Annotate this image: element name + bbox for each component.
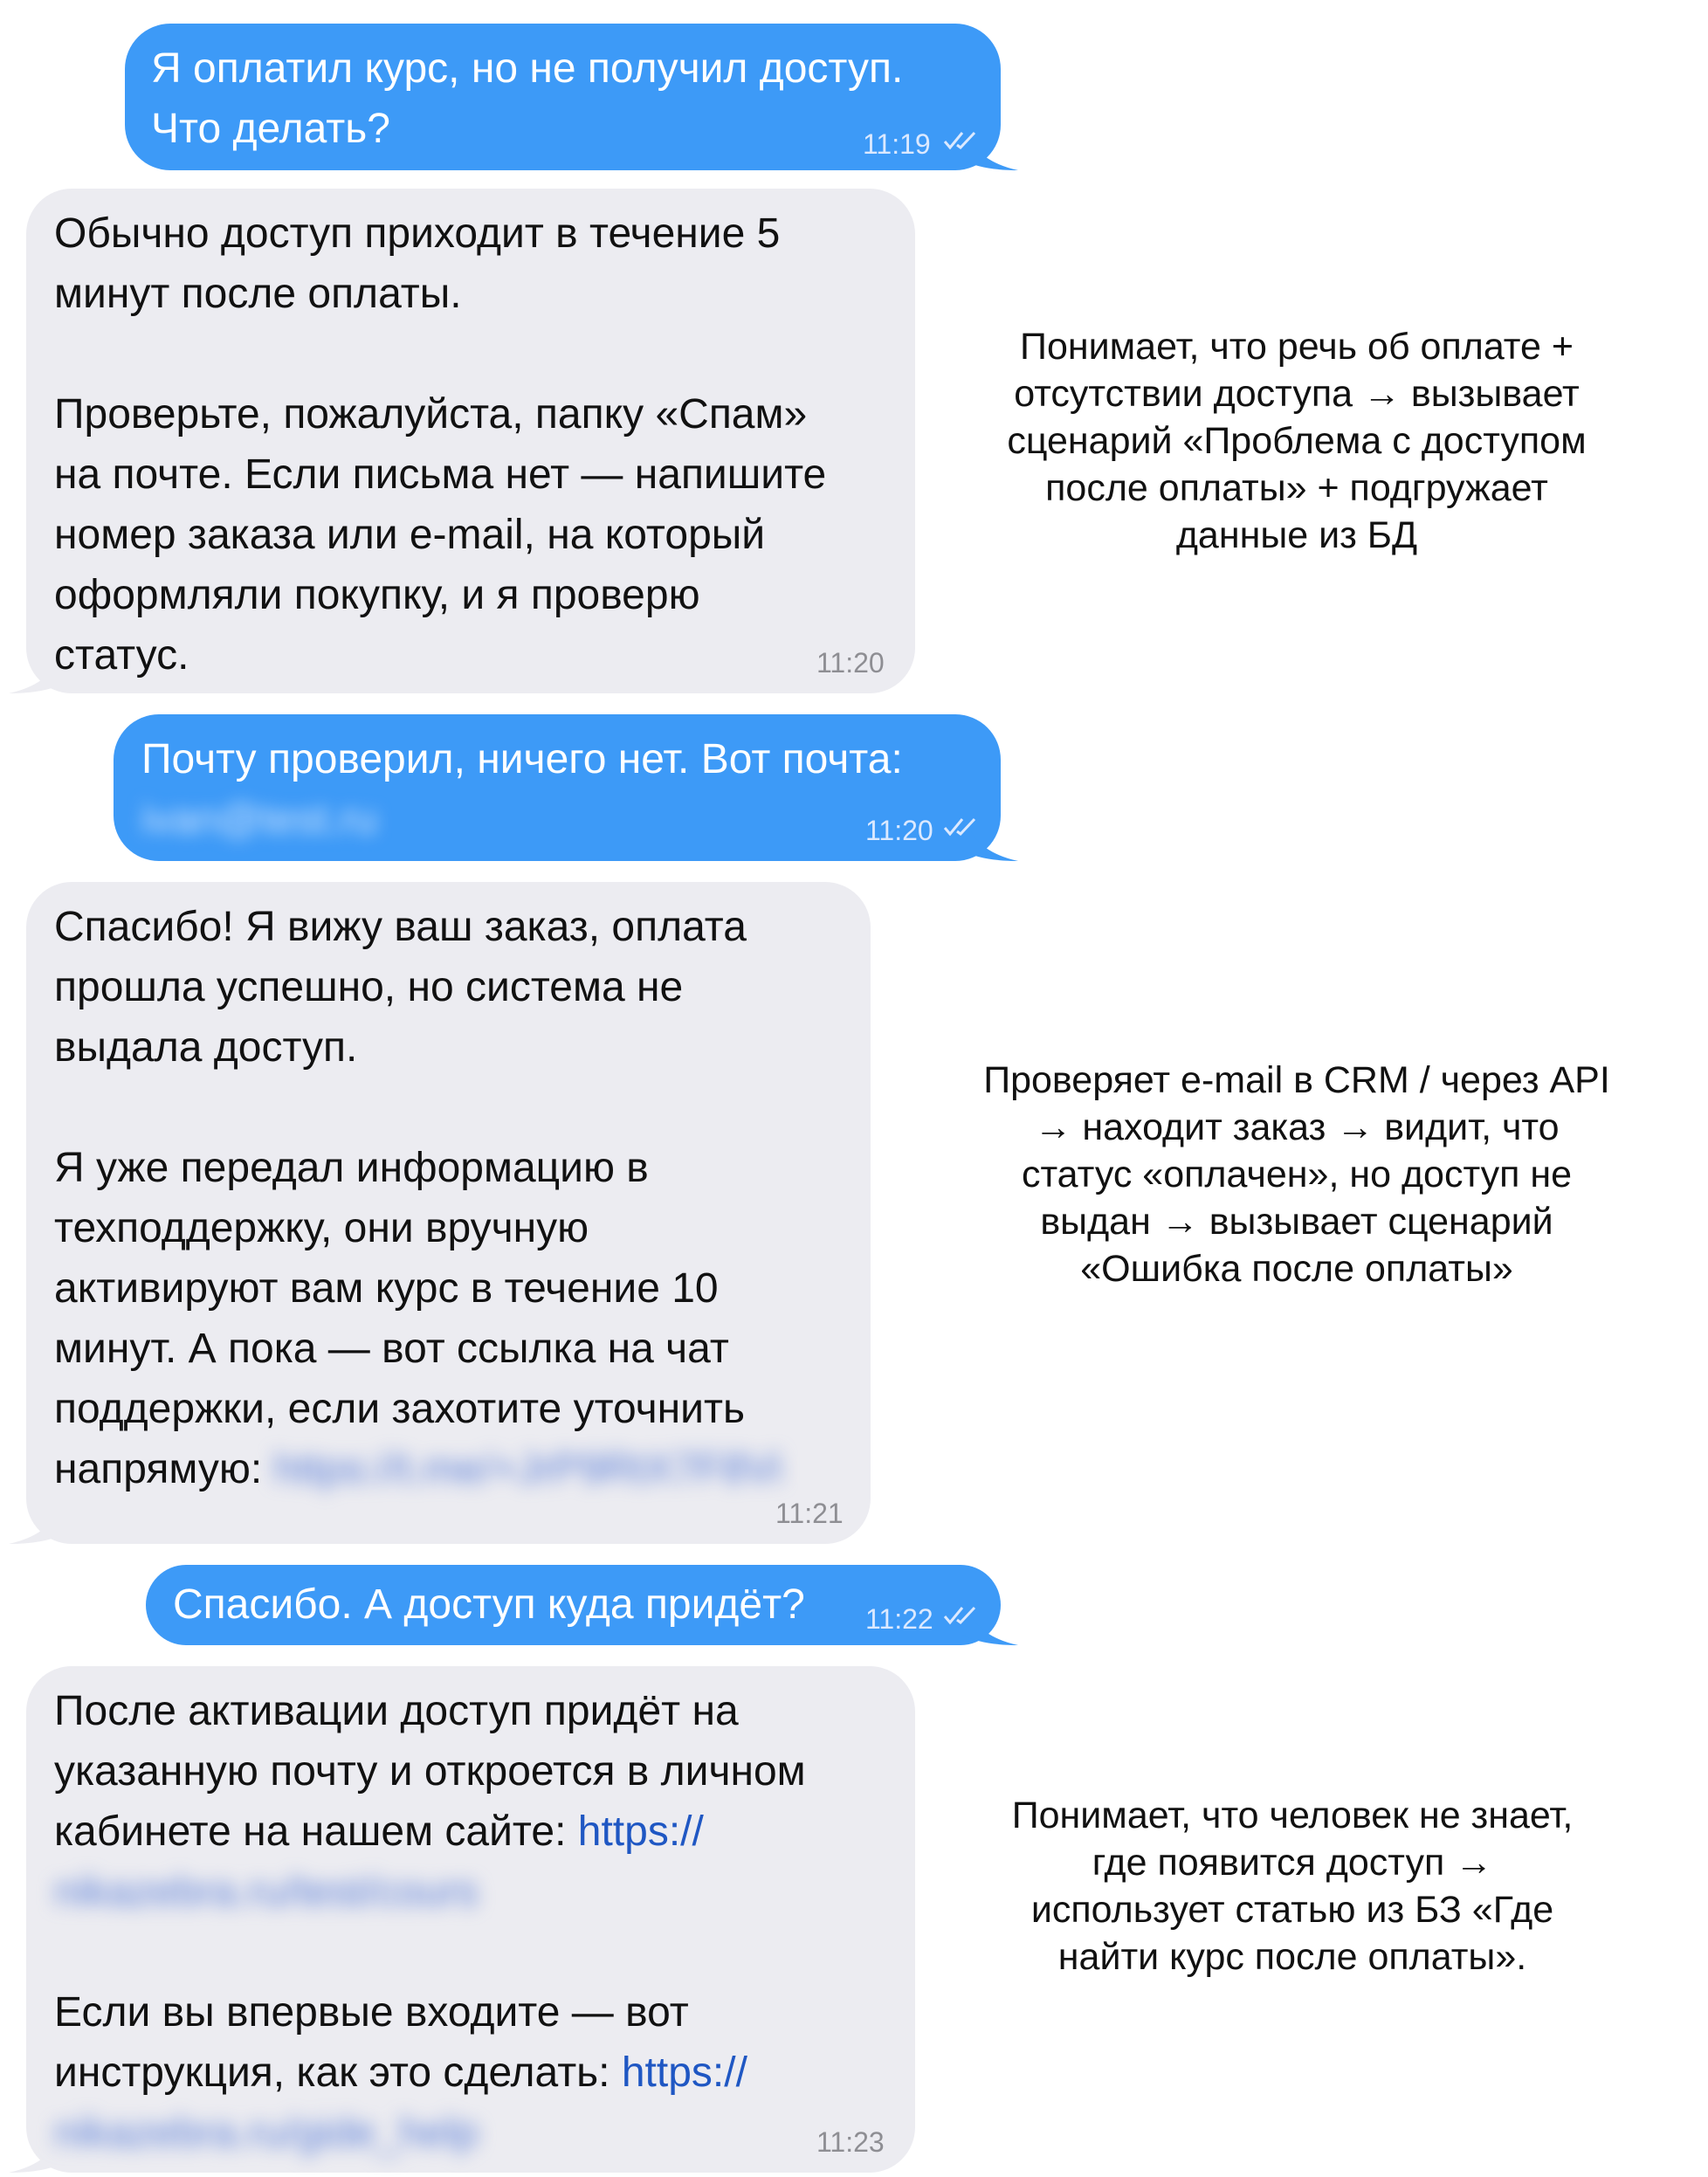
annotation-note-3: Понимает, что человек не знает, где появится доступ → использует статью из БЗ «Где найти курс после оплаты». — [1011, 1795, 1574, 1978]
double-check-icon — [943, 816, 983, 837]
message-text-fragment: инструкция, как это сделать: — [54, 2050, 610, 2096]
blurred-link[interactable]: nikazebra.ru/gide_help — [54, 2110, 479, 2156]
message-text-line: Почту проверил, ничего нет. Вот почта: — [141, 736, 903, 782]
message-outgoing-2[interactable] — [114, 714, 1001, 861]
blurred-link[interactable]: nikazebra.ru/test/cours — [54, 1869, 479, 1915]
message-text-line: Спасибо! Я вижу ваш заказ, оплата — [54, 904, 747, 950]
message-incoming-3[interactable] — [26, 1666, 915, 2173]
bubble-tail — [9, 1498, 65, 1544]
blurred-email: ivan@test.ru — [141, 796, 378, 843]
message-text-fragment: кабинете на нашем сайте: — [54, 1808, 567, 1855]
message-text-fragment: напрямую: — [54, 1446, 263, 1492]
annotation-note-1: Понимает, что речь об оплате + отсутствии доступа → вызывает сценарий «Проблема с доступом после оплаты» + подгружает данные из БД — [1007, 326, 1587, 556]
message-time: 11:20 — [865, 815, 933, 846]
message-time: 11:22 — [865, 1603, 933, 1635]
blurred-link[interactable]: https://t.me/+JrP9RtX7F8Vi — [273, 1446, 782, 1492]
message-text-line: Я оплатил курс, но не получил доступ. — [151, 45, 904, 92]
message-text-line: Если вы впервые входите — вот — [54, 1989, 689, 2036]
message-time: 11:23 — [816, 2126, 885, 2158]
message-text-line — [54, 1802, 806, 1862]
message-outgoing-3[interactable] — [146, 1565, 1001, 1645]
message-text-line: номер заказа или e-mail, на который — [54, 512, 766, 558]
message-text-line: После активации доступ придёт на — [54, 1688, 739, 1734]
message-text-line: выдала доступ. — [54, 1024, 358, 1071]
message-time: 11:19 — [863, 128, 931, 160]
message-text-line: статус. — [54, 632, 189, 679]
message-text-line: Спасибо. А доступ куда придёт? — [173, 1581, 805, 1628]
message-text-line: Обычно доступ приходит в течение 5 — [54, 210, 781, 257]
link-cabinet[interactable]: https:// — [577, 1808, 704, 1855]
message-incoming-1[interactable] — [26, 189, 915, 693]
annotation-note-2: Проверяет e-mail в CRM / через API → находит заказ → видит, что статус «оплачен», но доступ не выдан → вызывает сценарий «Ошибка после оплаты» — [983, 1059, 1610, 1290]
message-text-line — [54, 2043, 806, 2103]
message-text-line: на почте. Если письма нет — напишите — [54, 451, 827, 498]
message-outgoing-1[interactable] — [125, 24, 1001, 170]
message-text-line: прошла успешно, но система не — [54, 964, 684, 1010]
message-text-line — [54, 1439, 782, 1499]
message-text-line: указанную почту и откроется в личном — [54, 1748, 806, 1795]
message-text-line: минут после оплаты. — [54, 271, 462, 317]
message-time: 11:21 — [775, 1498, 844, 1529]
message-text-line: техподдержку, они вручную — [54, 1205, 589, 1251]
message-text-line: активируют вам курс в течение 10 — [54, 1265, 719, 1312]
message-text-line: оформляли покупку, и я проверю — [54, 572, 700, 618]
message-text-line: минут. А пока — вот ссылка на чат — [54, 1326, 729, 1372]
message-text-line: Я уже передал информацию в — [54, 1145, 649, 1191]
double-check-icon — [943, 1605, 983, 1626]
link-instruction[interactable]: https:// — [621, 2050, 747, 2096]
message-text-line: Что делать? — [151, 106, 390, 152]
double-check-icon — [943, 130, 983, 151]
message-time: 11:20 — [816, 647, 885, 679]
message-text-line: Проверьте, пожалуйста, папку «Спам» — [54, 391, 808, 437]
message-text-line: поддержки, если захотите уточнить — [54, 1386, 745, 1432]
message-incoming-2[interactable] — [26, 882, 871, 1544]
